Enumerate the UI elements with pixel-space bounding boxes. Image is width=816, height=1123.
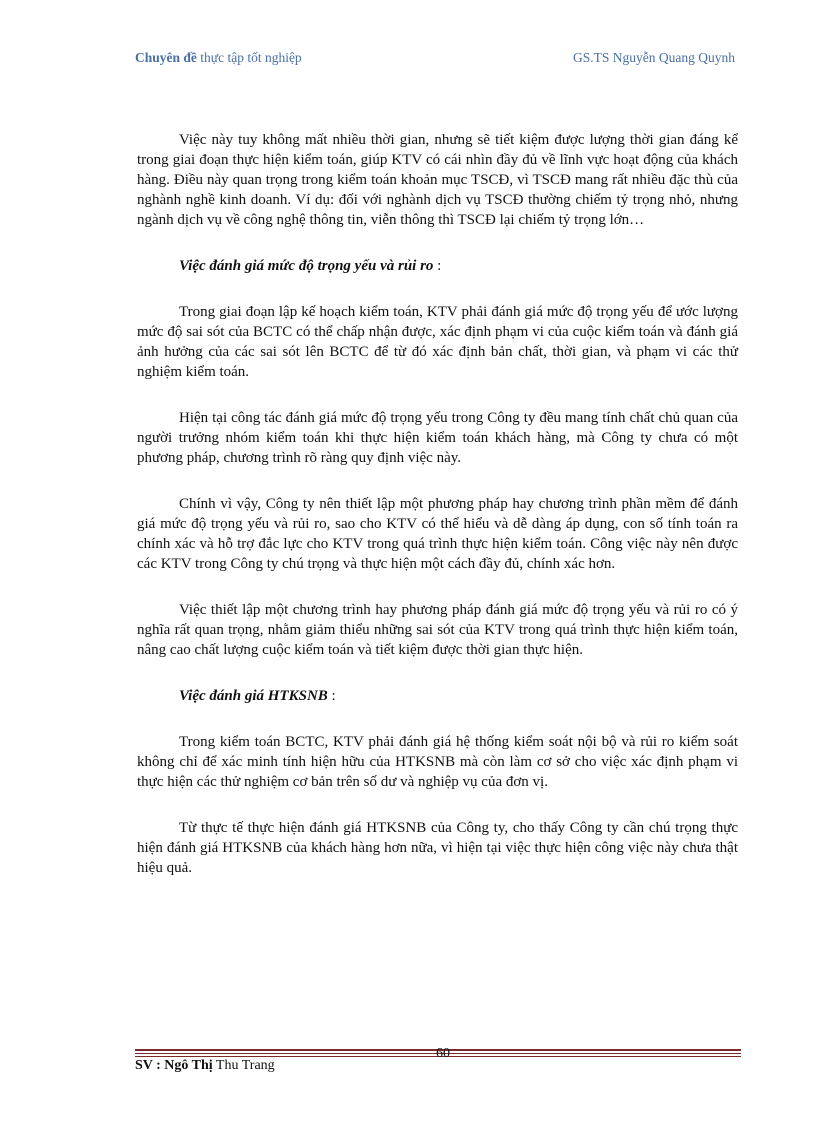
page-header: [135, 50, 735, 70]
header-document-type: [135, 50, 302, 66]
header-supervisor: GS.TS Nguyễn Quang Quynh: [573, 50, 735, 65]
paragraph-1: Việc này tuy không mất nhiều thời gian, nhưng sẽ tiết kiệm được lượng thời gian đáng kể trong giai đoạn thực hiện kiểm toán, giúp KTV có cái nhìn đầy đủ về lĩnh vực hoạt động của khách hàng. Điều này quan trọng trong kiểm toán khoản mục TSCĐ, vì TSCĐ mang rất nhiều đặc thù của nghành nghề kinh doanh. Ví dụ: đối với nghành dịch vụ TSCĐ thường chiếm tỷ trọng nhỏ, nhưng ngành dịch vụ về công nghệ thông tin, viễn thông thì TSCĐ lại chiếm tỷ trọng lớn…: [137, 132, 738, 228]
page-number: 60: [436, 1046, 450, 1061]
section-heading-htksnb-suffix: :: [327, 688, 336, 704]
paragraph-5: Việc thiết lập một chương trình hay phương pháp đánh giá mức độ trọng yếu và rủi ro có ý nghĩa rất quan trọng, nhằm giảm thiểu những sai sót của KTV trong quá trình thực hiện kiểm toán, nâng cao chất lượng cuộc kiểm toán và tiết kiệm được thời gian thực hiện.: [137, 602, 738, 658]
paragraph-7: Từ thực tế thực hiện đánh giá HTKSNB của Công ty, cho thấy Công ty cần chú trọng thực hiện đánh giá HTKSNB của khách hàng hơn nữa, vì hiện tại việc thực hiện công việc này chưa thật hiệu quả.: [137, 820, 738, 876]
header-document-type-bold: Chuyên đề: [135, 50, 197, 65]
footer-student-name: [135, 1058, 275, 1074]
paragraph-4: Chính vì vậy, Công ty nên thiết lập một phương pháp hay chương trình phần mềm để đánh giá mức độ trọng yếu và rủi ro, sao cho KTV có thể hiểu và dễ dàng áp dụng, con số tính toán ra chính xác và hỗ trợ đắc lực cho KTV trong quá trình thực hiện kiểm toán. Công việc này nên được các KTV trong Công ty chú trọng và thực hiện một cách đầy đủ, chính xác hơn.: [137, 496, 738, 572]
section-heading-materiality: [137, 256, 738, 276]
header-document-type-rest: thực tập tốt nghiệp: [196, 50, 302, 65]
paragraph-6: Trong kiểm toán BCTC, KTV phải đánh giá hệ thống kiểm soát nội bộ và rủi ro kiểm soát không chỉ để xác minh tính hiện hữu của HTKSNB mà còn làm cơ sở cho việc xác định phạm vi thực hiện các thử nghiệm cơ bản trên số dư và nghiệp vụ của đơn vị.: [137, 734, 738, 790]
document-body: [137, 130, 738, 878]
section-heading-materiality-text: Việc đánh giá mức độ trọng yếu và rủi ro: [179, 258, 434, 274]
section-heading-htksnb: [137, 686, 738, 706]
section-heading-materiality-suffix: :: [433, 258, 442, 274]
paragraph-2: Trong giai đoạn lập kế hoạch kiểm toán, KTV phải đánh giá mức độ trọng yếu để ước lượng mức độ sai sót của BCTC có thể chấp nhận được, xác định phạm vi của cuộc kiểm toán và đánh giá ảnh hưởng của các sai sót lên BCTC để từ đó xác định bản chất, thời gian, và phạm vi các thử nghiệm kiểm toán.: [137, 304, 738, 380]
paragraph-3: Hiện tại công tác đánh giá mức độ trọng yếu trong Công ty đều mang tính chất chủ quan của người trưởng nhóm kiểm toán khi thực hiện kiểm toán khách hàng, mà Công ty chưa có một phương pháp, chương trình rõ ràng quy định việc này.: [137, 410, 738, 466]
footer-student-label: SV : Ngô Thị: [135, 1058, 213, 1073]
footer-student-rest: Thu Trang: [212, 1058, 275, 1073]
section-heading-htksnb-text: Việc đánh giá HTKSNB: [179, 688, 328, 704]
